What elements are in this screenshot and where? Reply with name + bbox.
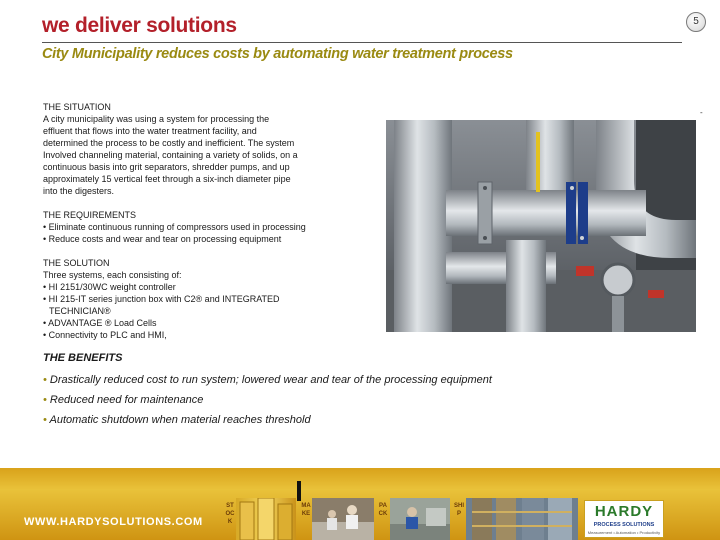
packaging-line-illustration [390,498,450,540]
solution-item-continuation: TECHNICIAN® [49,306,111,316]
logo-tagline: Measurement • Automation • Productivity [587,530,661,535]
page-number-badge: 5 [686,12,706,32]
stock-photo-tile [236,498,296,540]
situation-section [43,101,343,197]
logo-wordmark: HARDY [594,503,654,520]
vertical-marker [297,481,301,501]
solution-intro: Three systems, each consisting of: [43,270,182,280]
footer-website-link[interactable]: WWW.HARDYSOLUTIONS.COM [24,516,203,528]
ship-photo-tile [466,498,578,540]
situation-line: effluent that flows into the water treatment facility, and [43,126,257,136]
footer-word-ship: SHIP [454,503,465,517]
hardy-logo [584,500,664,538]
requirements-heading: THE REQUIREMENTS [43,210,137,220]
benefit-item [43,414,683,426]
stray-mark: - [700,108,703,117]
bullet-mark: • [43,374,47,386]
make-photo-tile [312,498,374,540]
situation-line: A city municipality was using a system for processing the [43,114,270,124]
requirements-section [43,209,343,245]
footer-word-pack: PACK [378,503,388,517]
benefit-text: Reduced need for maintenance [49,394,204,406]
header-divider [42,42,682,43]
requirements-item: • Reduce costs and wear and tear on processing equipment [43,234,282,244]
page-title: we deliver solutions [42,14,237,37]
footer-word-make: MAKE [301,503,311,517]
situation-line: approximately 15 vertical feet through a six-inch diameter pipe [43,174,291,184]
situation-heading: THE SITUATION [43,102,111,112]
water-treatment-photo [386,120,696,332]
pack-photo-tile [390,498,450,540]
benefits-section [43,352,683,434]
solution-heading: THE SOLUTION [43,258,110,268]
benefit-text: Automatic shutdown when material reaches threshold [49,414,311,426]
slide-subtitle: City Municipality reduces costs by automating water treatment process [42,46,513,62]
solution-item: • ADVANTAGE ® Load Cells [43,318,157,328]
silo-illustration [236,498,296,540]
pipework-illustration [386,120,696,332]
situation-line: Involved channeling material, containing a variety of solids, on a [43,150,298,160]
requirements-item: • Eliminate continuous running of compressors used in processing [43,222,306,232]
warehouse-illustration [466,498,578,540]
footer-word-stock: STOCK [225,503,235,525]
case-study-body [43,101,343,353]
workers-illustration [312,498,374,540]
benefit-item [43,394,683,406]
solution-item: • Connectivity to PLC and HMI, [43,330,167,340]
situation-line: into the digesters. [43,186,115,196]
solution-item: • HI 215-IT series junction box with C2® and INTEGRATED [43,294,280,304]
situation-line: continuous basis into grit separators, shredder pumps, and up [43,162,290,172]
benefits-heading: THE BENEFITS [43,352,123,364]
solution-section [43,257,343,341]
benefit-item [43,374,683,386]
solution-item: • HI 2151/30WC weight controller [43,282,176,292]
bullet-mark: • [43,414,47,426]
logo-subtitle: PROCESS SOLUTIONS [593,522,655,528]
situation-line: determined the process to be costly and inefficient. The system [43,138,295,148]
bullet-mark: • [43,394,47,406]
benefit-text: Drastically reduced cost to run system; lowered wear and tear of the processing equipment [49,374,492,386]
